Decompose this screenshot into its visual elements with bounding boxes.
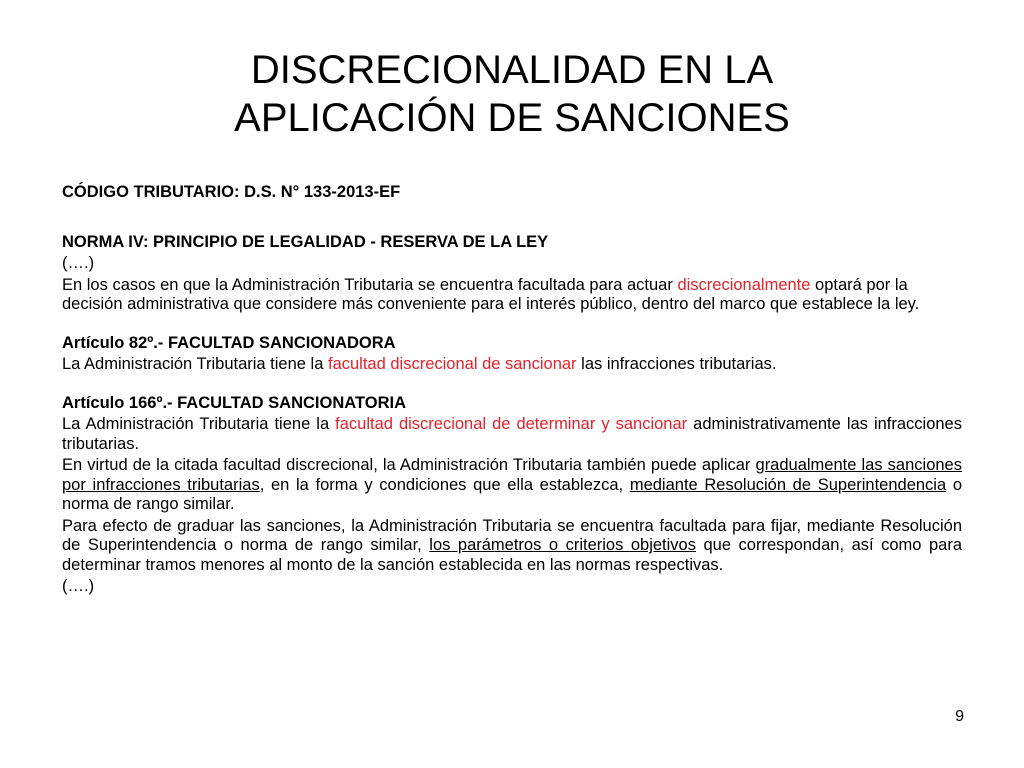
codigo-heading: CÓDIGO TRIBUTARIO: D.S. N° 133-2013-EF bbox=[62, 183, 401, 201]
title-line-1: DISCRECIONALIDAD EN LA bbox=[250, 48, 774, 92]
art166-p1-text-1: La Administración Tributaria tiene la bbox=[62, 415, 336, 433]
norma-heading: NORMA IV: PRINCIPIO DE LEGALIDAD - RESERVA DE LA LEY bbox=[62, 232, 549, 251]
page-number: 9 bbox=[955, 708, 964, 725]
norma-ellipsis: (….) bbox=[62, 254, 95, 272]
art166-p2-text-2: , en la forma y condiciones que ella establezca, bbox=[259, 475, 630, 494]
art82-text-2: las infracciones tributarias. bbox=[576, 355, 777, 373]
art82-text-1: La Administración Tributaria tiene la bbox=[62, 355, 328, 373]
art166-paragraph-2 bbox=[62, 456, 962, 515]
art82-heading: Artículo 82º.- FACULTAD SANCIONADORA bbox=[62, 333, 396, 352]
norma-text-highlight: discrecionalmente bbox=[677, 275, 811, 294]
art166-p3-underline: los parámetros o criterios objetivos bbox=[429, 536, 696, 554]
art166-p3-text-2: que correspondan, así como para determinar tramos menores al monto de la sanción establecida en las normas respectivas. bbox=[62, 536, 962, 574]
title-line-2: APLICACIÓN DE SANCIONES bbox=[234, 96, 790, 140]
art166-p1-highlight: facultad discrecional de determinar y sancionar bbox=[335, 415, 688, 433]
art166-paragraph-3 bbox=[62, 517, 962, 576]
art82-text-highlight: facultad discrecional de sancionar bbox=[327, 355, 577, 373]
slide-body bbox=[62, 183, 962, 597]
art166-paragraph-1 bbox=[62, 415, 962, 454]
closing-ellipsis: (….) bbox=[62, 577, 95, 595]
art82-paragraph bbox=[62, 355, 962, 375]
art166-heading: Artículo 166º.- FACULTAD SANCIONATORIA bbox=[62, 393, 406, 412]
norma-text-1: En los casos en que la Administración Tributaria se encuentra facultada para actuar bbox=[62, 275, 678, 294]
art166-p2-underline-1: gradualmente las sanciones por infracciones tributarias bbox=[62, 456, 962, 494]
art166-p3-text-1: Para efecto de graduar las sanciones, la Administración Tributaria se encuentra facultada para fijar, mediante Resolución de Superintendencia o norma de rango similar, bbox=[62, 516, 962, 554]
slide-title bbox=[0, 46, 1024, 142]
art166-p2-text-1: En virtud de la citada facultad discrecional, la Administración Tributaria también puede aplicar bbox=[62, 456, 756, 474]
norma-paragraph bbox=[62, 276, 962, 315]
norma-text-2: optará por la decisión administrativa que considere más conveniente para el interés público, dentro del marco que establece la ley. bbox=[62, 275, 920, 313]
art166-p2-underline-2: mediante Resolución de Superintendencia bbox=[629, 475, 947, 494]
art166-p1-text-2: administrativamente las infracciones tributarias. bbox=[62, 415, 962, 453]
art166-p2-text-3: o norma de rango similar. bbox=[62, 475, 963, 513]
